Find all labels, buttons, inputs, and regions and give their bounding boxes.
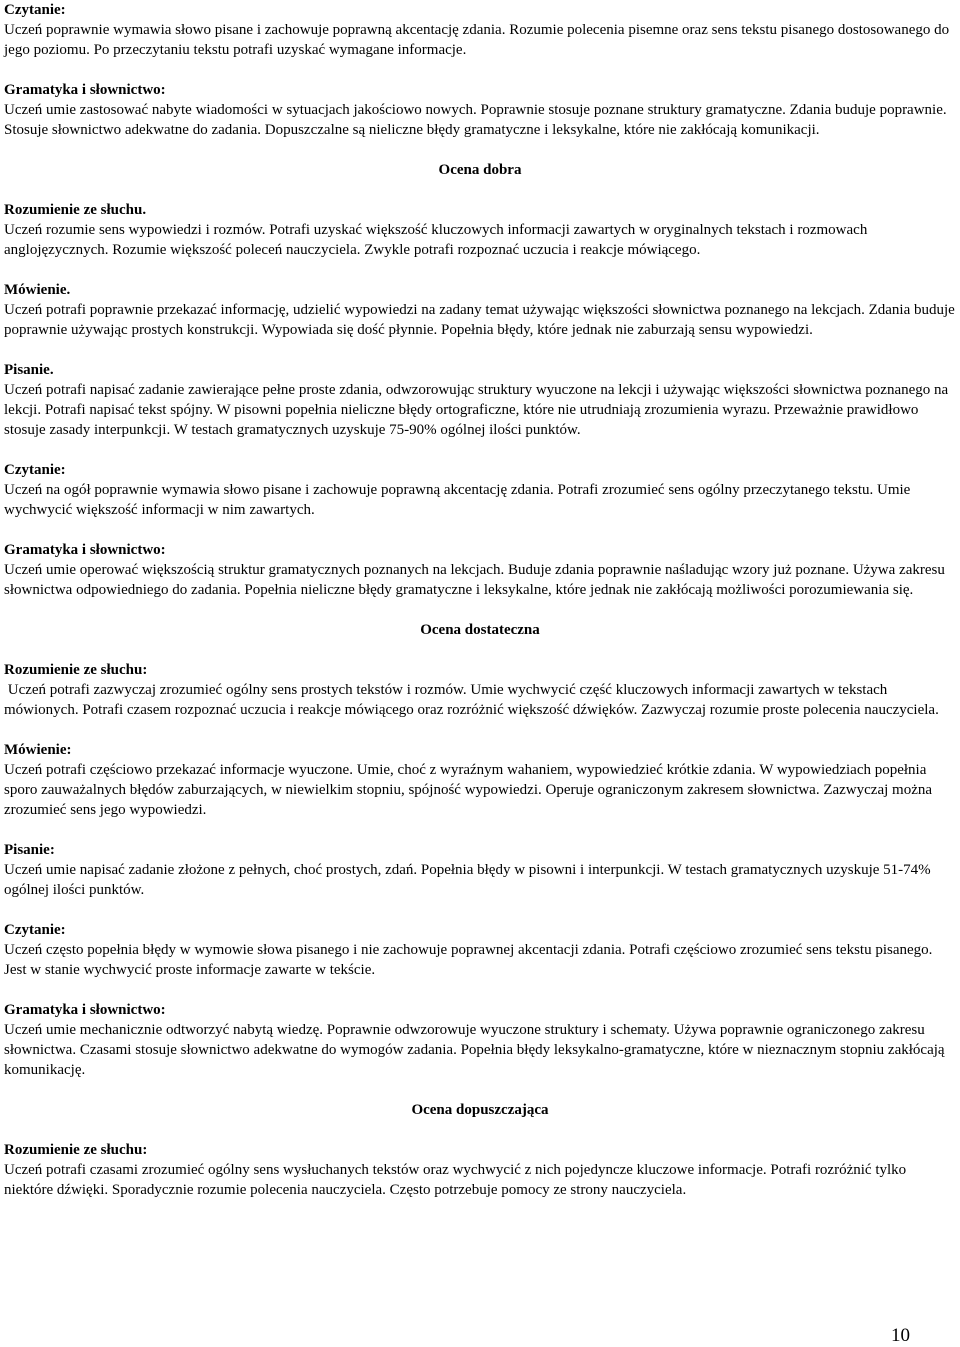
section-heading: Gramatyka i słownictwo: bbox=[4, 1002, 166, 1018]
section-gramatyka bbox=[4, 1000, 956, 1080]
section-heading: Mówienie. bbox=[4, 282, 71, 298]
grade-heading-dobra: Ocena dobra bbox=[438, 162, 522, 178]
document-page bbox=[4, 0, 956, 1220]
section-pisanie bbox=[4, 840, 956, 900]
section-text: Uczeń potrafi zazwyczaj zrozumieć ogólny sens prostych tekstów i rozmów. Umie wychwycić część kluczowych informacji zawartych w tekstach mówionych. Potrafi czasem rozpoznać uczucia i reakcje mówiącego oraz rozróżnić większość dźwięków. Zazwyczaj rozumie proste polecenia nauczyciela. bbox=[4, 682, 939, 718]
section-czytanie bbox=[4, 920, 956, 980]
section-heading: Czytanie: bbox=[4, 922, 66, 938]
section-gramatyka bbox=[4, 540, 956, 600]
section-heading: Pisanie: bbox=[4, 842, 55, 858]
section-text: Uczeń umie operować większością struktur gramatycznych poznanych na lekcjach. Buduje zdania poprawnie naśladując wzory już poznane. Używa zakresu słownictwa odpowiedniego do zadania. Popełnia nieliczne błędy gramatyczne i leksykalne, które jednak nie zakłócają możliwości porozumiewania się. bbox=[4, 562, 945, 598]
grade-heading-dopuszczajaca: Ocena dopuszczająca bbox=[411, 1102, 549, 1118]
section-mowienie bbox=[4, 280, 956, 340]
section-text: Uczeń często popełnia błędy w wymowie słowa pisanego i nie zachowuje poprawnej akcentacji zdania. Potrafi częściowo zrozumieć sens tekstu pisanego. Jest w stanie wychwycić proste informacje zawarte w tekście. bbox=[4, 942, 933, 978]
section-heading: Czytanie: bbox=[4, 462, 66, 478]
section-heading: Czytanie: bbox=[4, 2, 66, 18]
section-heading: Rozumienie ze słuchu: bbox=[4, 1142, 148, 1158]
section-heading: Gramatyka i słownictwo: bbox=[4, 542, 166, 558]
section-rozumienie bbox=[4, 1140, 956, 1200]
section-rozumienie bbox=[4, 660, 956, 720]
section-heading: Gramatyka i słownictwo: bbox=[4, 82, 166, 98]
page-number: 10 bbox=[891, 1325, 910, 1346]
section-heading: Mówienie: bbox=[4, 742, 72, 758]
grade-heading-dostateczna: Ocena dostateczna bbox=[420, 622, 540, 638]
section-czytanie bbox=[4, 460, 956, 520]
section-heading: Rozumienie ze słuchu: bbox=[4, 662, 148, 678]
section-text: Uczeń umie mechanicznie odtworzyć nabytą wiedzę. Poprawnie odwzorowuje wyuczone struktury i schematy. Używa poprawnie ograniczonego zakresu słownictwa. Czasami stosuje słownictwo adekwatne do wymogów zadania. Popełnia błędy leksykalno-gramatyczne, które w nieznacznym stopniu zakłócają komunikację. bbox=[4, 1022, 945, 1078]
section-text: Uczeń umie zastosować nabyte wiadomości w sytuacjach jakościowo nowych. Poprawnie stosuje poznane struktury gramatyczne. Zdania buduje poprawnie. Stosuje słownictwo adekwatne do zadania. Dopuszczalne są nieliczne błędy gramatyczne i leksykalne, które nie zakłócają komunikacji. bbox=[4, 102, 947, 138]
section-text: Uczeń potrafi częściowo przekazać informacje wyuczone. Umie, choć z wyraźnym wahaniem, wypowiedzieć krótkie zdania. W wypowiedziach popełnia sporo zauważalnych błędów zaburzających, w niewielkim stopniu, spójność wypowiedzi. Operuje ograniczonym zakresem słownictwa. Zazwyczaj można zrozumieć sens jego wypowiedzi. bbox=[4, 762, 933, 818]
section-rozumienie bbox=[4, 200, 956, 260]
section-czytanie bbox=[4, 0, 956, 60]
section-text: Uczeń potrafi poprawnie przekazać informację, udzielić wypowiedzi na zadany temat używając większości słownictwa poznanego na lekcjach. Zdania buduje poprawnie używając prostych konstrukcji. Wypowiada się dość płynnie. Popełnia błędy, które jednak nie zaburzają sensu wypowiedzi. bbox=[4, 302, 955, 338]
section-heading: Rozumienie ze słuchu. bbox=[4, 202, 147, 218]
section-text: Uczeń poprawnie wymawia słowo pisane i zachowuje poprawną akcentację zdania. Rozumie polecenia pisemne oraz sens tekstu pisanego dostosowanego do jego poziomu. Po przeczytaniu tekstu potrafi uzyskać wymagane informacje. bbox=[4, 22, 950, 58]
section-text: Uczeń potrafi napisać zadanie zawierające pełne proste zdania, odwzorowując struktury wyuczone na lekcji i używając większości słownictwa poznanego na lekcji. Potrafi napisać tekst spójny. W pisowni popełnia nieliczne błędy ortograficzne, które nie utrudniają zrozumienia wyrazu. Przeważnie prawidłowo stosuje zasady interpunkcji. W testach gramatycznych uzyskuje 75-90% ogólnej ilości punktów. bbox=[4, 382, 949, 438]
section-text: Uczeń potrafi czasami zrozumieć ogólny sens wysłuchanych tekstów oraz wychwycić z nich pojedyncze kluczowe informacje. Potrafi rozróżnić tylko niektóre dźwięki. Sporadycznie rozumie polecenia nauczyciela. Często potrzebuje pomocy ze strony nauczyciela. bbox=[4, 1162, 907, 1198]
section-text: Uczeń na ogół poprawnie wymawia słowo pisane i zachowuje poprawną akcentację zdania. Potrafi zrozumieć sens ogólny przeczytanego tekstu. Umie wychwycić większość informacji w nim zawartych. bbox=[4, 482, 911, 518]
section-mowienie bbox=[4, 740, 956, 820]
section-text: Uczeń umie napisać zadanie złożone z pełnych, choć prostych, zdań. Popełnia błędy w pisowni i interpunkcji. W testach gramatycznych uzyskuje 51-74% ogólnej ilości punktów. bbox=[4, 862, 931, 898]
section-text: Uczeń rozumie sens wypowiedzi i rozmów. Potrafi uzyskać większość kluczowych informacji zawartych w oryginalnych tekstach i rozmowach anglojęzycznych. Rozumie większość poleceń nauczyciela. Zwykle potrafi rozpoznać uczucia i reakcje mówiącego. bbox=[4, 222, 868, 258]
section-gramatyka bbox=[4, 80, 956, 140]
section-pisanie bbox=[4, 360, 956, 440]
section-heading: Pisanie. bbox=[4, 362, 54, 378]
